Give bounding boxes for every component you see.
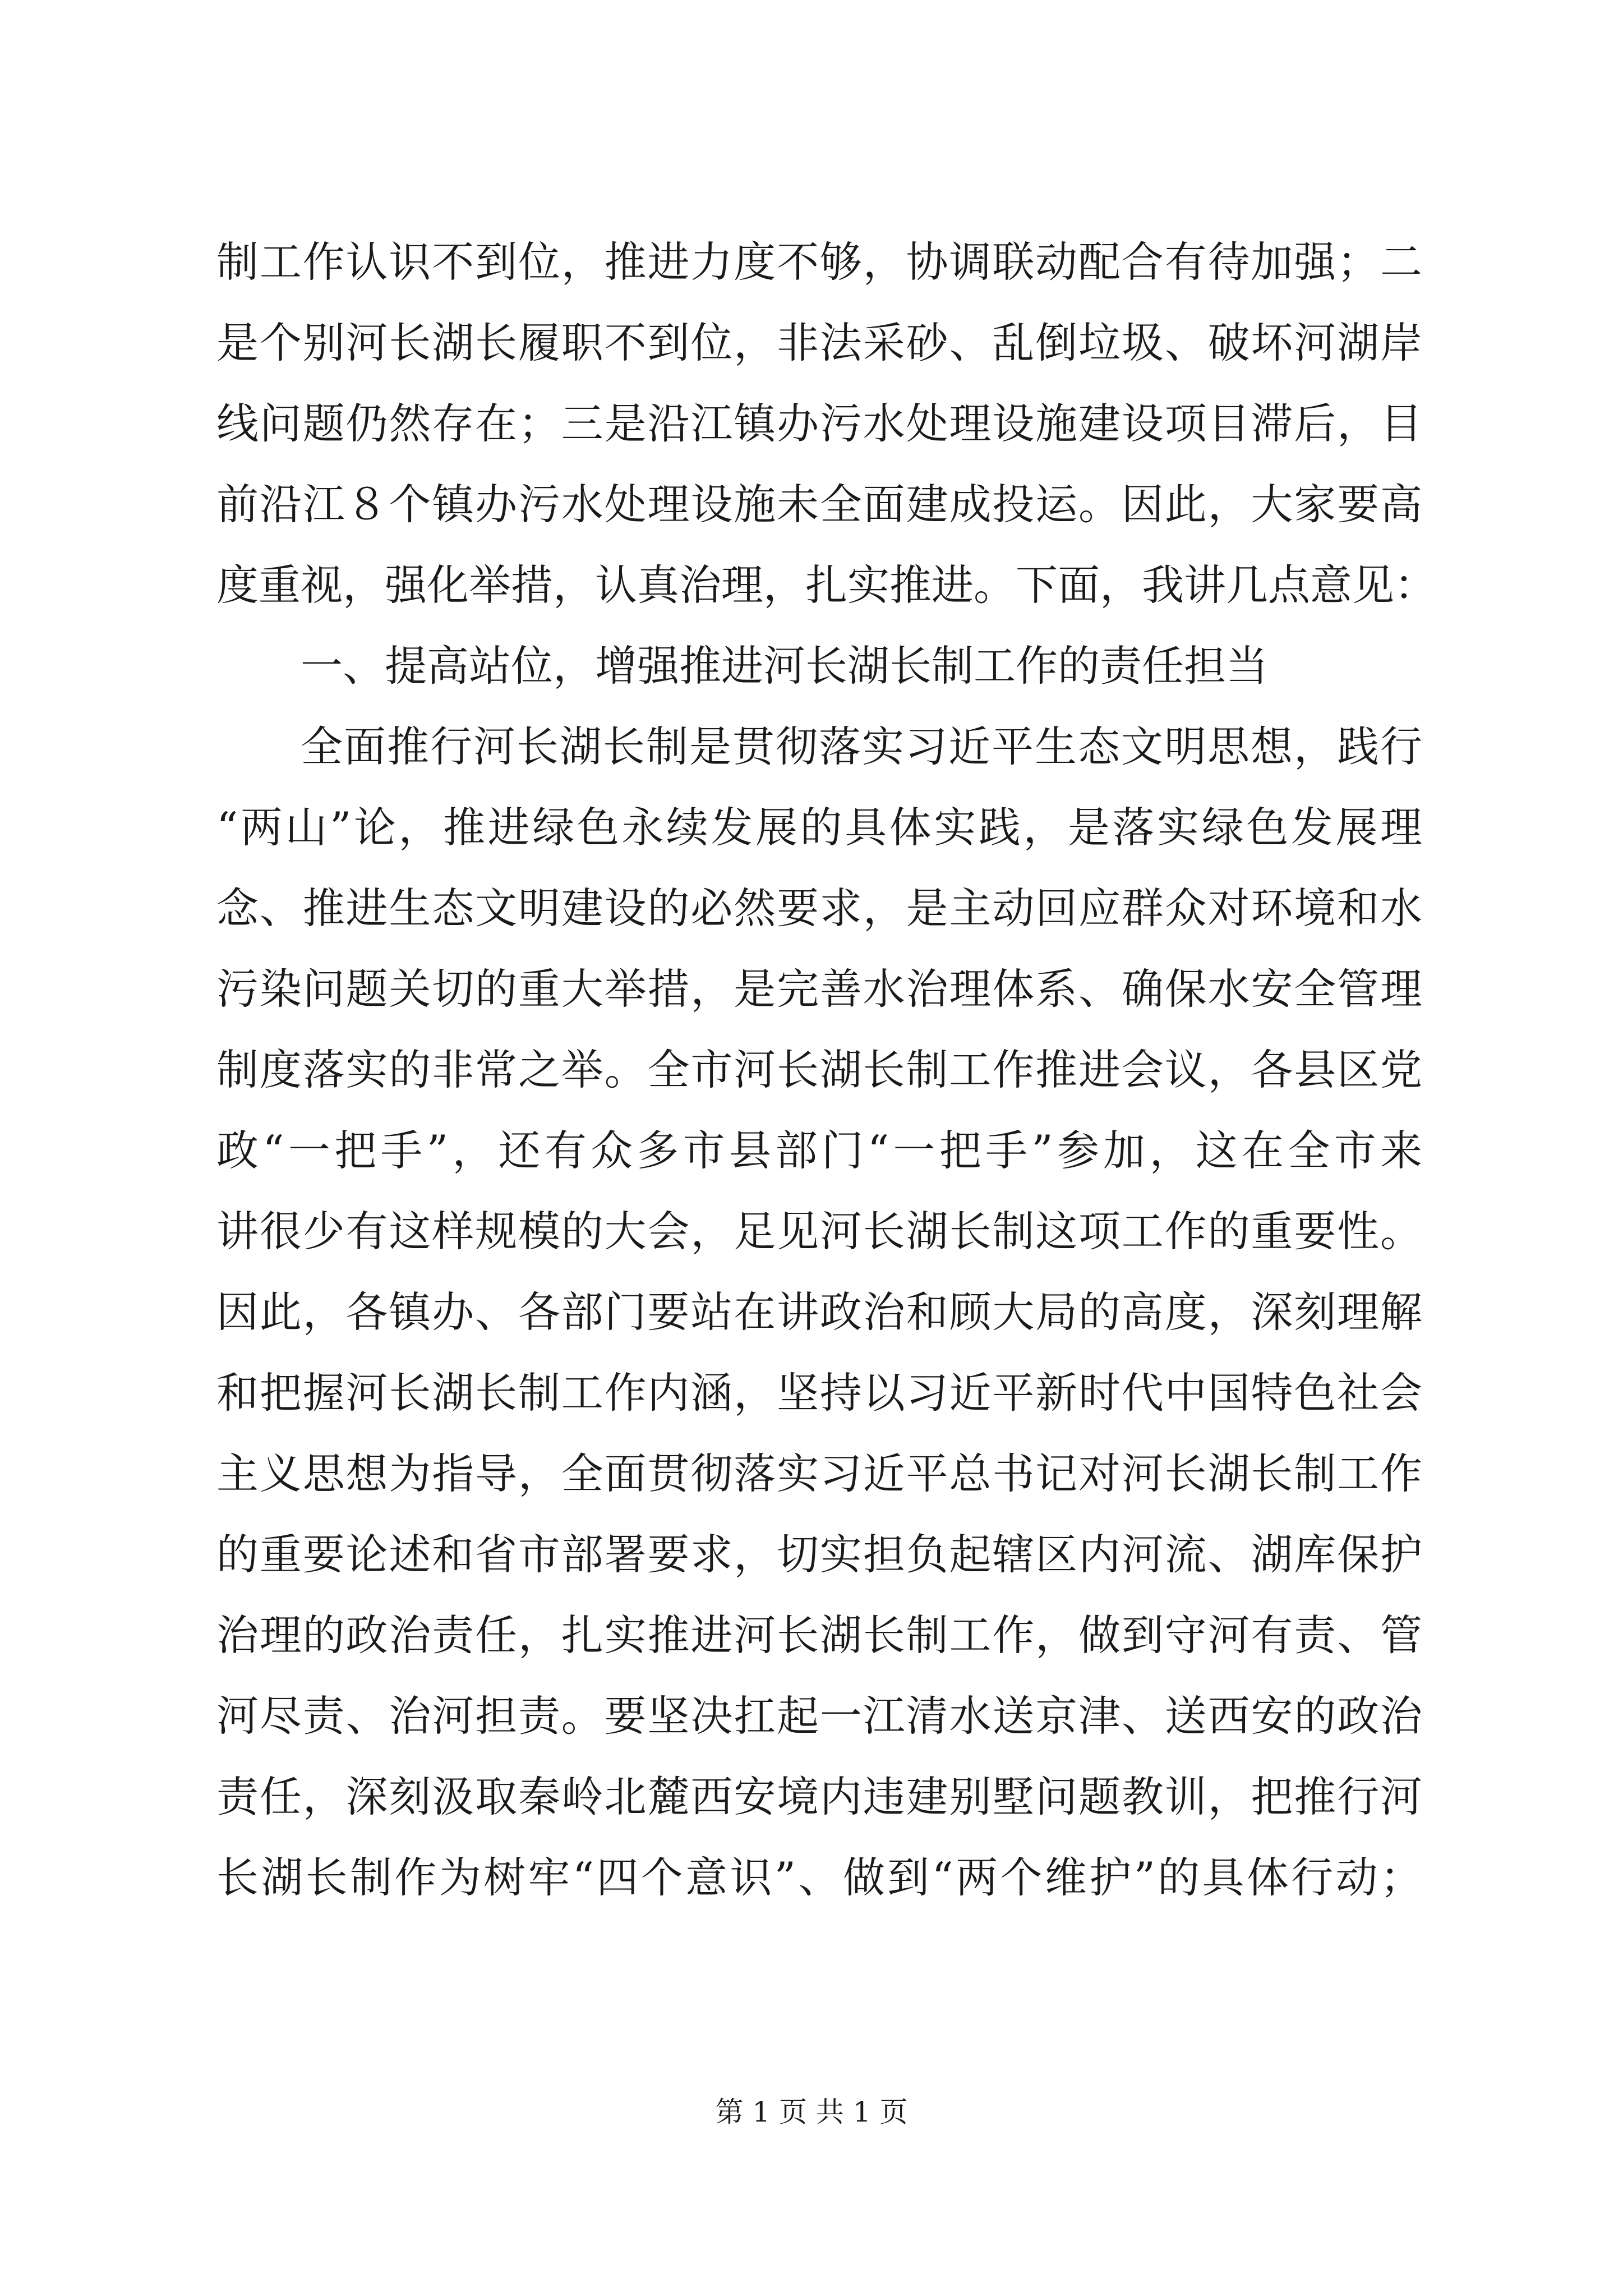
- text-line-17: 的重要论述和省市部署要求，切实担负起辖区内河流、湖库保护: [216, 1530, 1422, 1579]
- text-line-4: 前沿江８个镇办污水处理设施未全面建成投运。因此，大家要高: [216, 480, 1422, 529]
- text-line-1: 制工作认识不到位，推进力度不够，协调联动配合有待加强；二: [216, 237, 1422, 287]
- text-line-19: 河尽责、治河担责。要坚决扛起一江清水送京津、送西安的政治: [216, 1691, 1422, 1741]
- paragraph-first-line: 全面推行河长湖长制是贯彻落实习近平生态文明思想，践行: [301, 722, 1422, 771]
- text-line-20: 责任，深刻汲取秦岭北麓西安境内违建别墅问题教训，把推行河: [216, 1772, 1422, 1821]
- text-line-14: 因此，各镇办、各部门要站在讲政治和顾大局的高度，深刻理解: [216, 1287, 1422, 1337]
- text-line-5: 度重视，强化举措，认真治理，扎实推进。下面，我讲几点意见：: [216, 560, 1437, 610]
- text-line-18: 治理的政治责任，扎实推进河长湖长制工作，做到守河有责、管: [216, 1611, 1422, 1660]
- text-line-9: 念、推进生态文明建设的必然要求，是主动回应群众对环境和水: [216, 884, 1422, 933]
- text-line-16: 主义思想为指导，全面贯彻落实习近平总书记对河长湖长制工作: [216, 1449, 1422, 1498]
- text-line-10: 污染问题关切的重大举措，是完善水治理体系、确保水安全管理: [216, 964, 1422, 1014]
- text-line-21: 长湖长制作为树牢“四个意识”、做到“两个维护”的具体行动；: [216, 1853, 1422, 1902]
- text-line-12: 政“一把手”，还有众多市县部门“一把手”参加，这在全市来: [216, 1126, 1422, 1175]
- section-heading: 一、提高站位，增强推进河长湖长制工作的责任担当: [301, 641, 1269, 691]
- text-line-8: “两山”论，推进绿色永续发展的具体实践，是落实绿色发展理: [216, 803, 1422, 852]
- text-line-2: 是个别河长湖长履职不到位，非法采砂、乱倒垃圾、破坏河湖岸: [216, 318, 1422, 367]
- text-line-3: 线问题仍然存在；三是沿江镇办污水处理设施建设项目滞后，目: [216, 399, 1422, 448]
- text-line-13: 讲很少有这样规模的大会，足见河长湖长制这项工作的重要性。: [216, 1207, 1422, 1256]
- document-body: [216, 222, 1437, 1918]
- text-line-11: 制度落实的非常之举。全市河长湖长制工作推进会议，各县区党: [216, 1045, 1422, 1094]
- text-line-15: 和把握河长湖长制工作内涵，坚持以习近平新时代中国特色社会: [216, 1368, 1422, 1418]
- page-number-footer: 第 1 页 共 1 页: [715, 2096, 908, 2128]
